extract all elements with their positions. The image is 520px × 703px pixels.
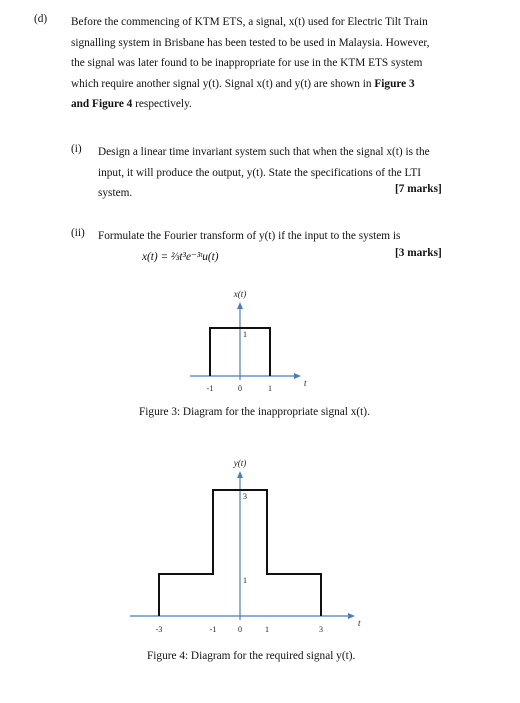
figure3-ref: Figure 3 [374, 77, 415, 90]
intro-line-1: Before the commencing of KTM ETS, a signal, x(t) used for Electric Tilt Train [71, 16, 428, 28]
question-label: (d) [34, 13, 48, 25]
fig4-xtick: 0 [238, 625, 242, 634]
fig3-x-label: t [304, 378, 307, 388]
intro-line-3: the signal was later found to be inappropriate for use in the KTM ETS system [71, 57, 423, 70]
fig4-x-label: t [358, 618, 361, 628]
part-ii-marks: [3 marks] [395, 247, 442, 259]
fig4-ytick: 3 [243, 492, 247, 501]
figure-3-caption: Figure 3: Diagram for the inappropriate signal x(t). [139, 406, 370, 418]
part-i-line-3: system. [98, 187, 133, 200]
intro-line-4 [71, 74, 461, 95]
part-ii-equation: x(t) = ⅔t³e⁻³ᵗu(t) [142, 251, 219, 263]
figure-3-chart [150, 284, 320, 404]
intro-line-2: signalling system in Brisbane has been tested to be used in Malaysia. However, [71, 36, 430, 49]
fig4-xtick: 1 [265, 625, 269, 634]
intro-line-5-text: respectively. [135, 98, 192, 111]
part-ii-line: Formulate the Fourier transform of y(t) if the input to the system is [98, 230, 401, 242]
figure-4-chart [130, 448, 370, 648]
question-intro [71, 12, 461, 115]
fig3-y-label: x(t) [233, 289, 247, 299]
intro-line-5 [71, 94, 461, 115]
figure-3-plot [190, 289, 307, 393]
part-i-label: (i) [71, 143, 82, 155]
fig3-xtick: 0 [238, 384, 242, 393]
fig4-xtick: -1 [209, 625, 217, 634]
intro-line-4-text: which require another signal y(t). Signal x(t) and y(t) are shown in [71, 77, 372, 90]
fig3-xtick: 1 [268, 384, 272, 393]
fig4-y-arrow [237, 471, 243, 478]
part-ii-label: (ii) [71, 227, 85, 239]
part-i-line-1: Design a linear time invariant system such that when the signal x(t) is the [98, 146, 430, 158]
fig4-y-label: y(t) [233, 458, 247, 468]
fig4-xtick: 3 [319, 625, 323, 634]
fig3-ytick: 1 [243, 330, 247, 339]
fig4-x-arrow [348, 613, 355, 619]
part-i-line-2: input, it will produce the output, y(t). State the specifications of the LTI [98, 166, 422, 179]
part-i-marks: [7 marks] [395, 183, 442, 195]
fig4-ytick: 1 [243, 576, 247, 585]
fig3-xtick: -1 [206, 384, 214, 393]
figure-4-caption: Figure 4: Diagram for the required signal y(t). [147, 650, 356, 662]
fig4-xtick: -3 [155, 625, 163, 634]
fig3-y-arrow [237, 302, 243, 309]
figure4-ref: and Figure 4 [71, 98, 133, 111]
fig3-x-arrow [294, 373, 301, 379]
figure-4-plot [130, 458, 361, 634]
